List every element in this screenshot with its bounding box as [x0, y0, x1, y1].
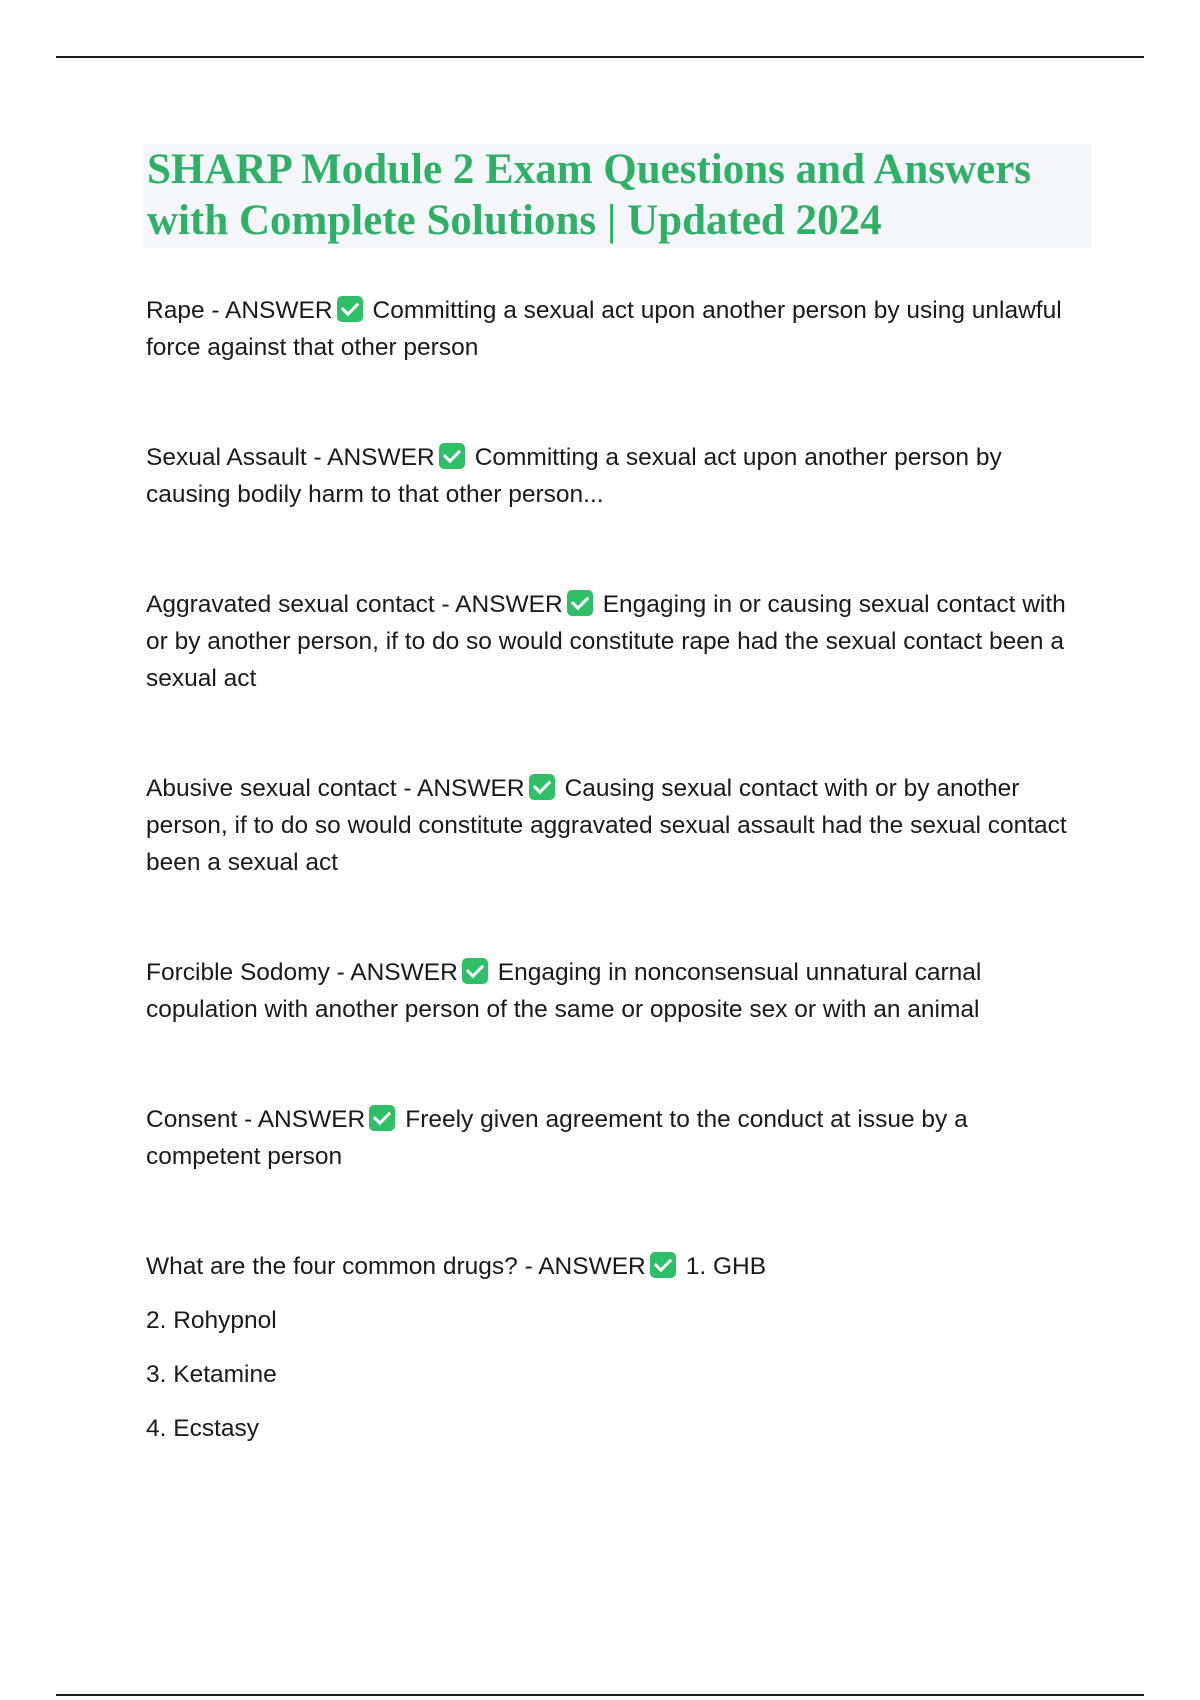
check-box-icon: [650, 1252, 676, 1278]
qa-term: Abusive sexual contact: [146, 775, 397, 802]
qa-answer: Committing a sexual act upon another person by using unlawful force against that other person: [146, 297, 1062, 361]
answer-marker: ANSWER: [455, 591, 563, 618]
qa-answer: Engaging in or causing sexual contact with or by another person, if to do so would constitute rape had the sexual contact been a sexual act: [146, 591, 1066, 692]
drug-list-item: 3. Ketamine: [146, 1361, 277, 1388]
drug-list-item: 2. Rohypnol: [146, 1307, 277, 1334]
qa-answer: Engaging in nonconsensual unnatural carnal copulation with another person of the same or opposite sex or with an animal: [146, 959, 982, 1023]
document-title: SHARP Module 2 Exam Questions and Answers with Complete Solutions | Updated 2024: [147, 146, 1032, 244]
qa-answer: Committing a sexual act upon another person by causing bodily harm to that other person...: [146, 444, 1002, 508]
qa-answer: Causing sexual contact with or by another person, if to do so would constitute aggravated sexual assault had the sexual contact been a sexual act: [146, 775, 1067, 876]
answer-marker: ANSWER: [257, 1106, 366, 1133]
answer-marker: ANSWER: [350, 959, 458, 986]
title-banner: [143, 144, 1091, 248]
qa-term: What are the four common drugs?: [146, 1253, 518, 1280]
qa-item-consent: Consent - ANSWER Freely given agreement to the conduct at issue by a competent person: [146, 1106, 968, 1170]
check-box-icon: [337, 296, 363, 322]
answer-marker: ANSWER: [225, 297, 333, 324]
qa-term: Consent: [146, 1106, 238, 1133]
qa-item-sexual-assault: Sexual Assault - ANSWER Committing a sexual act upon another person by causing bodily harm to that other person...: [146, 444, 1002, 508]
answer-marker: ANSWER: [538, 1253, 646, 1280]
qa-item-forcible-sodomy: Forcible Sodomy - ANSWER Engaging in nonconsensual unnatural carnal copulation with another person of the same or opposite sex or with an animal: [146, 959, 982, 1023]
qa-term: Forcible Sodomy: [146, 959, 330, 986]
qa-list: [146, 292, 1086, 1447]
qa-item-rape: Rape - ANSWER Committing a sexual act upon another person by using unlawful force against that other person: [146, 297, 1062, 361]
qa-item-common-drugs: What are the four common drugs? - ANSWER 1. GHB 2. Rohypnol 3. Ketamine 4. Ecstasy: [146, 1248, 1086, 1447]
header-rule: [56, 56, 1144, 58]
qa-term: Aggravated sexual contact: [146, 591, 435, 618]
drug-list: [146, 1302, 1086, 1447]
check-box-icon: [462, 958, 488, 984]
qa-term: Rape: [146, 297, 205, 324]
qa-item-abusive-sexual-contact: Abusive sexual contact - ANSWER Causing sexual contact with or by another person, if to do so would constitute aggravated sexual assault had the sexual contact been a sexual act: [146, 775, 1067, 876]
qa-answer: Freely given agreement to the conduct at issue by a competent person: [146, 1106, 968, 1170]
check-box-icon: [369, 1105, 395, 1131]
check-box-icon: [529, 774, 555, 800]
check-box-icon: [567, 590, 593, 616]
qa-term: Sexual Assault: [146, 444, 307, 471]
answer-marker: ANSWER: [417, 775, 525, 802]
answer-marker: ANSWER: [327, 444, 435, 471]
qa-answer: 1. GHB: [685, 1253, 767, 1280]
qa-item-aggravated-sexual-contact: Aggravated sexual contact - ANSWER Engaging in or causing sexual contact with or by another person, if to do so would constitute rape had the sexual contact been a sexual act: [146, 591, 1066, 692]
drug-list-item: 4. Ecstasy: [146, 1415, 260, 1442]
check-box-icon: [439, 443, 465, 469]
footer-rule: [56, 1694, 1144, 1696]
